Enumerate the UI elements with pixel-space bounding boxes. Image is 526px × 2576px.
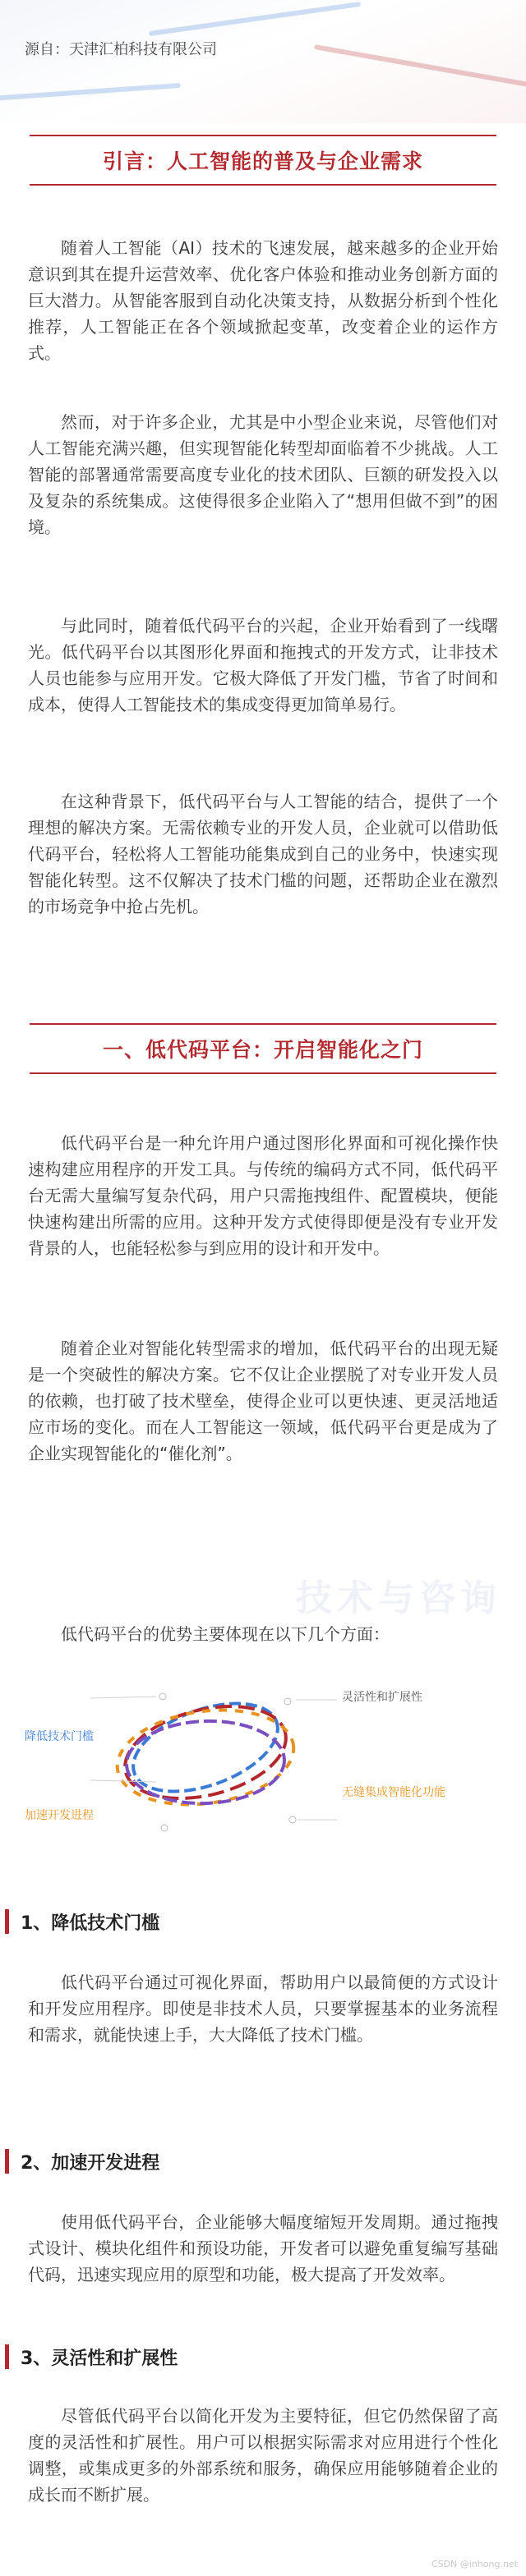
label-lower-barrier: 降低技术门槛 — [25, 1730, 94, 1743]
ring-node — [284, 1698, 291, 1705]
ring-node — [159, 1693, 166, 1700]
section1-paragraph-2: 随着企业对智能化转型需求的增加，低代码平台的出现无疑是一个突破性的解决方案。它不仅让企业摆脱了对专业开发人员的依赖，也打破了技术壁垒，使得企业可以更快速、更灵活地适应市场的变化。而在人工智能这一领域，低代码平台更是成为了企业实现智能化的“催化剂”。 — [28, 1339, 498, 1463]
advantages-diagram — [25, 1659, 501, 1848]
intro-title: 引言：人工智能的普及与企业需求 — [102, 149, 423, 173]
sub1-paragraph: 低代码平台通过可视化界面，帮助用户以最简便的方式设计和开发应用程序。即使是非技术人员，只要掌握基本的业务流程和需求，就能快速上手，大大降低了技术门槛。 — [28, 1972, 498, 2045]
ring — [125, 1719, 285, 1807]
section1-paragraph-1: 低代码平台是一种允许用户通过图形化界面和可视化操作快速构建应用程序的开发工具。与传统的编码方式不同，低代码平台无需大量编写复杂代码，用户只需拖拽组件、配置模块，便能快速构建出所需的应用。这种开发方式使得即便是没有专业开发背景的人，也能轻松参与到应用的设计和开发中。 — [28, 1133, 498, 1258]
sub-heading-3 — [0, 2339, 526, 2375]
intro-paragraph-2: 然而，对于许多企业，尤其是中小型企业来说，尽管他们对人工智能充满兴趣，但实现智能化转型却面临着不少挑战。人工智能的部署通常需要高度专业化的技术团队、巨额的研发投入以及复杂的系统集成。这使得很多企业陷入了“想用但做不到”的困境。 — [28, 412, 498, 537]
sub-heading-1 — [0, 1903, 526, 1940]
label-integration: 无缝集成智能化功能 — [342, 1786, 445, 1799]
label-flexibility: 灵活性和扩展性 — [342, 1691, 422, 1704]
ring-node — [161, 1825, 168, 1831]
section1-title: 一、低代码平台：开启智能化之门 — [102, 1038, 423, 1062]
sub-heading-2-title: 2、加速开发进程 — [21, 2152, 160, 2174]
sub3-paragraph: 尽管低代码平台以简化开发为主要特征，但它仍然保留了高度的灵活性和扩展性。用户可以根据实际需求对应用进行个性化调整，或集成更多的外部系统和服务，确保应用能够随着企业的成长而不断扩展。 — [28, 2406, 498, 2505]
banner-stripe — [314, 44, 526, 92]
ring-node — [289, 1816, 296, 1823]
intro-title-box — [30, 135, 496, 186]
intro-paragraph-3: 与此同时，随着低代码平台的兴起，企业开始看到了一线曙光。低代码平台以其图形化界面和拖拽式的开发方式，让非技术人员也能参与应用开发。它极大降低了开发门槛，节省了时间和成本，使得人工智能技术的集成变得更加简单易行。 — [28, 616, 498, 714]
ring-graphic — [25, 1659, 501, 1848]
sub-heading-bar — [5, 2344, 9, 2369]
banner-stripe — [149, 2, 361, 36]
header-banner — [0, 0, 526, 123]
sub-heading-3-title: 3、灵活性和扩展性 — [21, 2348, 178, 2369]
watermark: 技术与咨询 — [296, 1577, 501, 1619]
footer-watermark: CSDN @inhong.net — [431, 2559, 518, 2569]
intro-paragraph-4: 在这种背景下，低代码平台与人工智能的结合，提供了一个理想的解决方案。无需依赖专业的开发人员，企业就可以借助低代码平台，轻松将人工智能功能集成到自己的业务中，快速实现智能化转型。这不仅解决了技术门槛的问题，还帮助企业在激烈的市场竞争中抢占先机。 — [28, 792, 498, 916]
sub-heading-1-title: 1、降低技术门槛 — [21, 1912, 160, 1934]
section1-paragraph-3: 低代码平台的优势主要体现在以下几个方面： — [61, 1624, 390, 1644]
ring — [122, 1686, 289, 1808]
sub2-paragraph: 使用低代码平台，企业能够大幅度缩短开发周期。通过拖拽式设计、模块化组件和预设功能，开发者可以避免重复编写基础代码，迅速实现应用的原型和功能，极大提高了开发效率。 — [28, 2212, 498, 2284]
connector-line — [90, 1697, 156, 1698]
sub-heading-2 — [0, 2143, 526, 2179]
source-line: 源自：天津汇柏科技有限公司 — [25, 41, 217, 58]
label-speed-up: 加速开发进程 — [25, 1809, 94, 1822]
sub-heading-bar — [5, 2149, 9, 2174]
section1-title-box — [30, 1023, 496, 1074]
intro-paragraph-1: 随着人工智能（AI）技术的飞速发展，越来越多的企业开始意识到其在提升运营效率、优化客户体验和推动业务创新方面的巨大潜力。从智能客服到自动化决策支持，从数据分析到个性化推荐，人工智能正在各个领域掀起变革，改变着企业的运作方式。 — [28, 238, 498, 363]
sub-heading-bar — [5, 1909, 9, 1934]
banner-stripe — [0, 83, 181, 103]
